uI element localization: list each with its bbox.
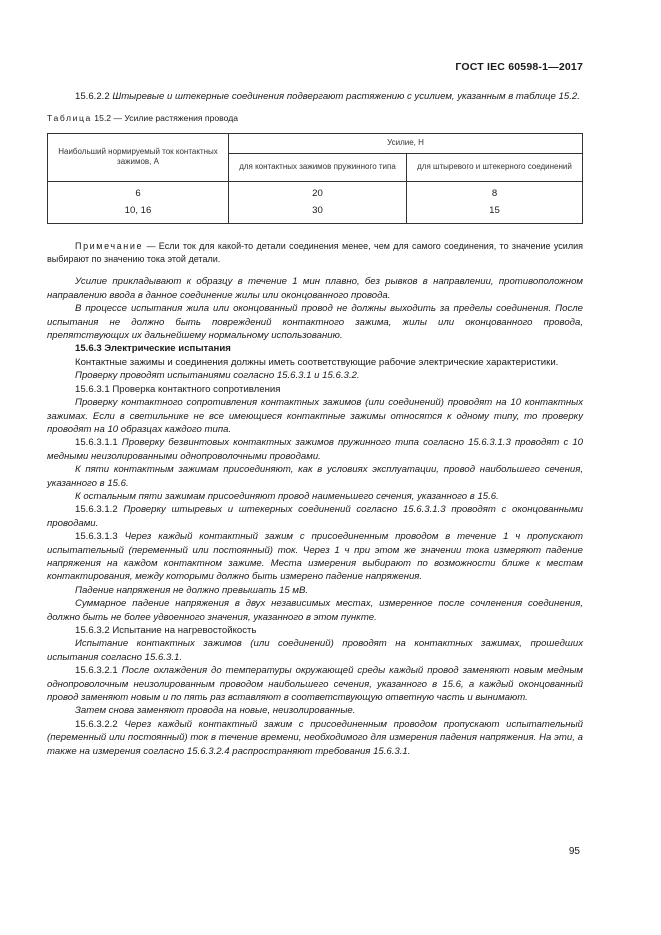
clause-15-6-2-2 xyxy=(47,90,583,103)
paragraph: Затем снова заменяют провода на новые, неизолированные. xyxy=(75,705,356,717)
clause-text: Штыревые и штекерные соединения подвергают растяжению с усилием, указанным в таблице 15.2. xyxy=(112,91,580,102)
col-header-spring: для контактных зажимов пружинного типа xyxy=(229,153,407,181)
table-caption-text: 15.2 — Усилие растяжения провода xyxy=(94,113,238,124)
col-header-force: Усилие, Н xyxy=(229,133,583,153)
cell-spring: 30 xyxy=(229,202,407,223)
table-row xyxy=(48,202,583,223)
paragraph: Проверку проводят испытаниями согласно 15.6.3.1 и 15.6.3.2. xyxy=(75,370,360,382)
cell-spring: 20 xyxy=(229,181,407,202)
paragraph: В процессе испытания жила или оконцованный провод не должны выходить за пределы соединения. После испытания не должно быть повреждений контактного зажима, жилы или оконцованного провода, препятствующих их дальнейшему нормальному использованию. xyxy=(47,303,583,342)
paragraph: Проверку контактного сопротивления контактных зажимов (или соединений) проводят на 10 контактных зажимах. Если в светильнике не все имеющиеся контактные зажимы относятся к одному типу, то проверку проводят на 10 образцах каждого типа. xyxy=(47,397,583,435)
cell-current: 6 xyxy=(48,181,229,202)
clause-15-6-3-1-3 xyxy=(47,530,583,584)
page-number: 95 xyxy=(568,846,580,857)
cell-pin: 15 xyxy=(407,202,583,223)
paragraph: Суммарное падение напряжения в двух независимых местах, измеренное после сочленения соединения, должно быть не более удвоенного значения, указанного в этом пункте. xyxy=(47,598,583,623)
note-label: Примечание xyxy=(75,240,144,251)
clause-text: После охлаждения до температуры окружающей среды каждый провод заменяют новым медным однопроволочным неизолированным проводом наибольшего сечения, указанного в 15.6, а каждый оконцованный провод заменяют новым и по пять раз вставляют в соответствующую ответную часть и вынимают. xyxy=(47,665,583,704)
clause-15-6-3-1-2 xyxy=(47,503,583,530)
clause-text: Через каждый контактный зажим с присоединенным проводом пропускают испытательный (переменный или постоянный) ток в течение времени, необходимого для измерения падения напряжения. На эти, а также на измерения согласно 15.6.3.2.4 распространяют требования 15.6.3.1. xyxy=(47,718,583,757)
clause-number: 15.6.2.2 xyxy=(75,91,110,102)
subsection-heading: 15.6.3.1 Проверка контактного сопротивления xyxy=(75,383,281,395)
table-row xyxy=(48,181,583,202)
paragraph: Усилие прикладывают к образцу в течение 1 мин плавно, без рывков в направлении, противоположном направлению ввода в данное соединение жилы или оконцованного провода. xyxy=(47,276,583,301)
paragraph: Испытание контактных зажимов (или соединений) проводят на контактных зажимах, прошедших испытания согласно 15.6.3.1. xyxy=(47,638,583,663)
pull-force-table xyxy=(47,133,583,224)
paragraph: К пяти контактным зажимам присоединяют, как в условиях эксплуатации, провод наибольшего сечения, указанного в 15.6. xyxy=(47,464,583,489)
clause-number: 15.6.3.2.1 xyxy=(75,665,118,677)
clause-text: Проверку штыревых и штекерных соединений согласно 15.6.3.1.3 проводят с оконцованными проводами. xyxy=(47,504,583,529)
paragraph: Падение напряжения не должно превышать 15 мВ. xyxy=(75,584,309,596)
subsection-heading: 15.6.3.2 Испытание на нагревостойкость xyxy=(75,625,257,636)
clause-15-6-3-1-1 xyxy=(47,436,583,463)
paragraph: Контактные зажимы и соединения должны иметь соответствующие рабочие электрические характеристики. xyxy=(75,356,559,368)
note-text: — Если ток для какой-то детали соединения менее, чем для самого соединения, то значение усилия выбирают по значению тока этой детали. xyxy=(47,240,583,265)
table-caption-label: Таблица xyxy=(47,113,92,124)
col-header-current: Наибольший нормируемый ток контактных зажимов, А xyxy=(48,133,229,181)
cell-pin: 8 xyxy=(407,181,583,202)
page-content xyxy=(47,90,583,758)
clause-number: 15.6.3.1.1 xyxy=(75,437,118,449)
section-heading: 15.6.3 Электрические испытания xyxy=(75,343,231,355)
clause-15-6-3-2-1 xyxy=(47,664,583,704)
clause-number: 15.6.3.2.2 xyxy=(75,718,118,730)
col-header-pin: для штыревого и штекерного соединений xyxy=(407,153,583,181)
table-caption xyxy=(47,112,583,125)
paragraph: К остальным пяти зажимам присоединяют провод наименьшего сечения, указанного в 15.6. xyxy=(75,490,499,502)
clause-text: Проверку безвинтовых контактных зажимов пружинного типа согласно 15.6.3.1.3 проводят с 10 медными неизолированными однопроволочными проводами. xyxy=(47,437,583,462)
standard-header: ГОСТ IEC 60598-1—2017 xyxy=(455,61,583,73)
clause-15-6-3-2-2 xyxy=(47,718,583,758)
clause-text: Через каждый контактный зажим с присоединенным проводом в течение 1 ч пропускают испытательный (переменный или постоянный) ток. Через 1 ч при этом же значении тока измеряют падение напряжения на каждом контактном зажиме. Места измерения выбирают по возможности ближе к местам контактирования, между которыми должно быть измерено падение напряжения. xyxy=(47,531,583,583)
clause-number: 15.6.3.1.2 xyxy=(75,504,118,516)
clause-number: 15.6.3.1.3 xyxy=(75,531,118,543)
cell-current: 10, 16 xyxy=(48,202,229,223)
table-note xyxy=(47,240,583,267)
